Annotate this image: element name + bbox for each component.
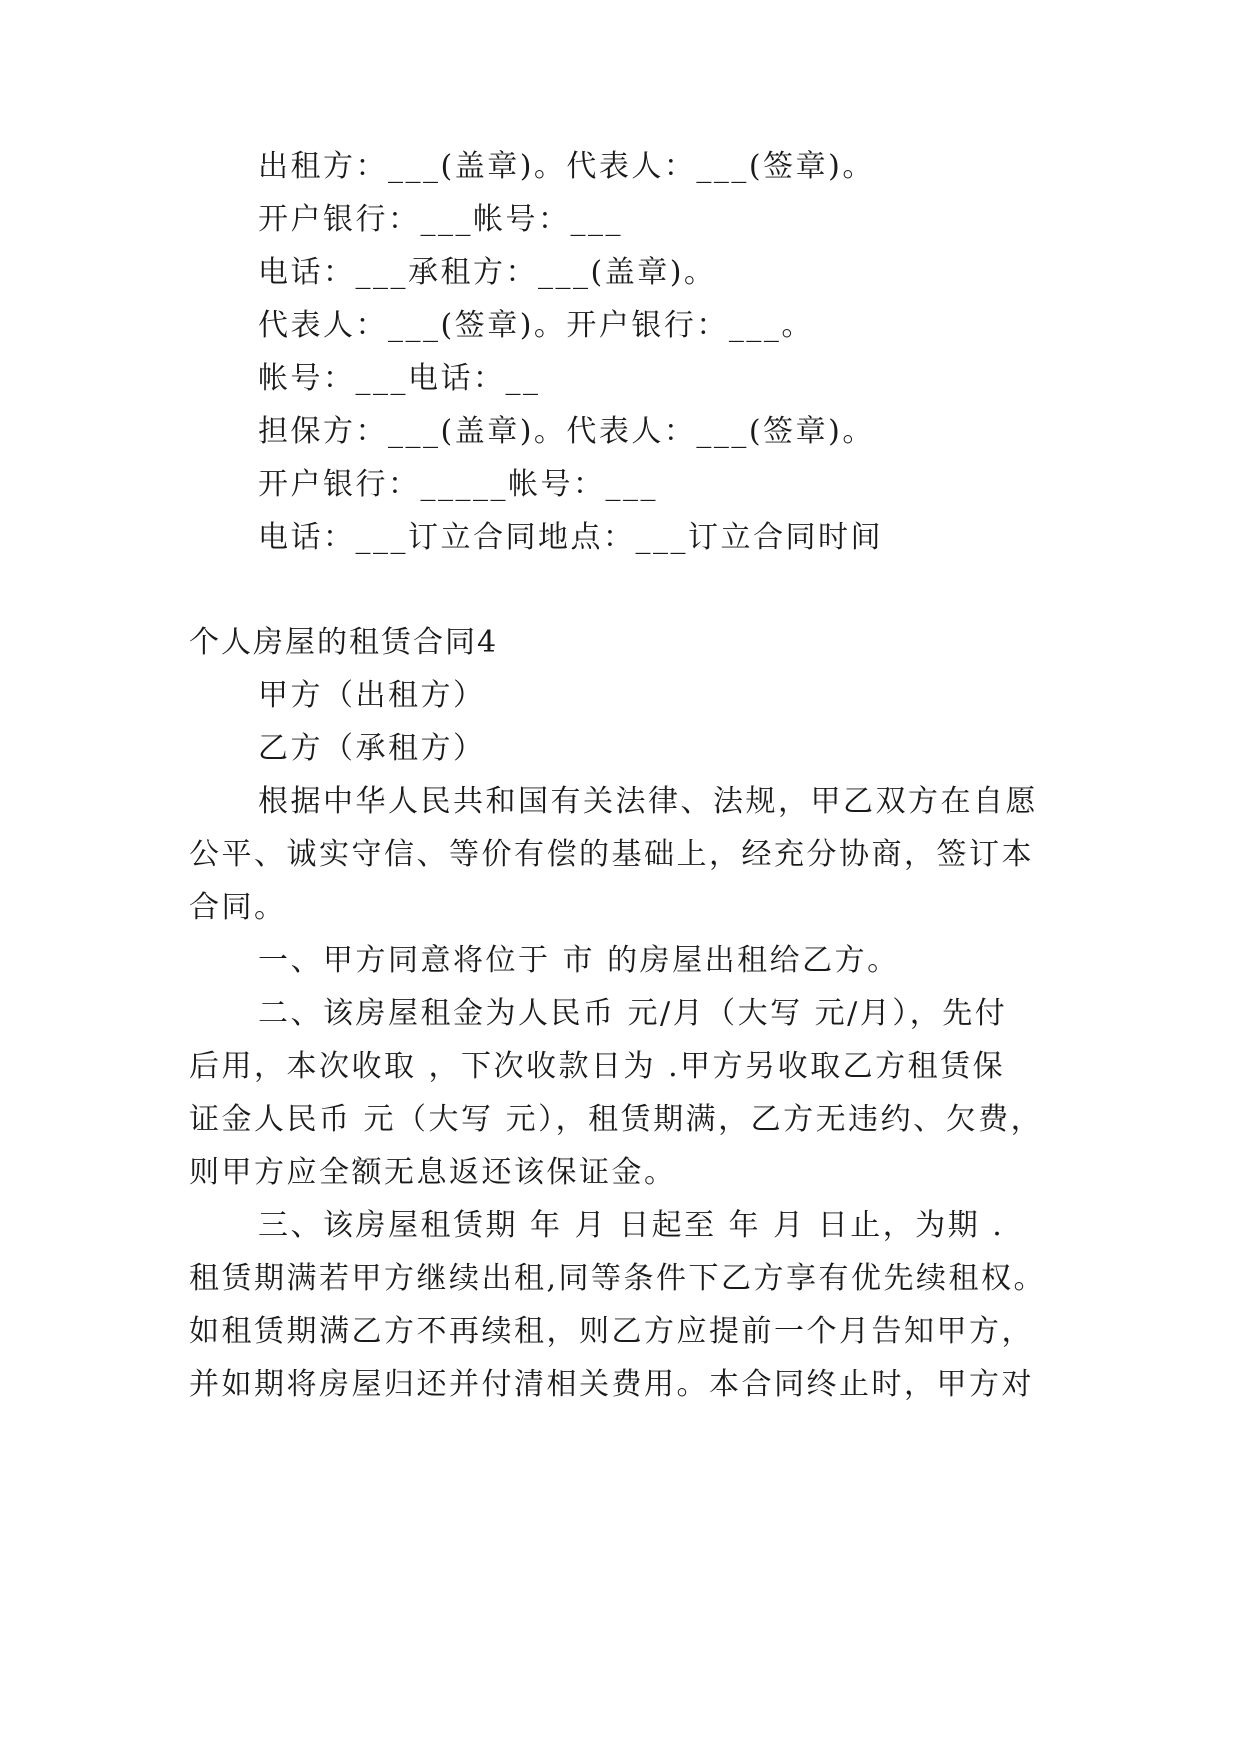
clause-3-line: 并如期将房屋归还并付清相关费用。本合同终止时，甲方对	[189, 1367, 1034, 1402]
clause-2-line: 后用，本次收取 ，下次收款日为 .甲方另收取乙方租赁保	[189, 1049, 1006, 1084]
clause-2-line: 证金人民币 元（大写 元），租赁期满，乙方无违约、欠费，	[189, 1102, 1044, 1137]
clause-1: 一、甲方同意将位于 市 的房屋出租给乙方。	[258, 943, 900, 978]
signature-line-lessee-account: 帐号：___电话：__	[258, 361, 541, 396]
party-a-label: 甲方（出租方）	[258, 678, 486, 713]
signature-line-lessor-bank: 开户银行：___帐号：___	[258, 202, 623, 237]
signature-line-guarantor: 担保方：___(盖章)。代表人：___(签章)。	[258, 414, 875, 449]
clause-3-line: 租赁期满若甲方继续出租,同等条件下乙方享有优先续租权。	[189, 1261, 1047, 1296]
contract-title: 个人房屋的租赁合同4	[189, 625, 499, 660]
intro-line: 根据中华人民共和国有关法律、法规，甲乙双方在自愿	[258, 784, 1038, 819]
clause-2-line: 则甲方应全额无息返还该保证金。	[189, 1155, 677, 1190]
party-b-label: 乙方（承租方）	[258, 731, 486, 766]
signature-line-guarantor-bank: 开户银行：_____帐号：___	[258, 467, 658, 502]
intro-line: 合同。	[189, 890, 287, 925]
intro-line: 公平、诚实守信、等价有偿的基础上，经充分协商，签订本	[189, 837, 1034, 872]
clause-3-line: 如租赁期满乙方不再续租，则乙方应提前一个月告知甲方，	[189, 1314, 1034, 1349]
signature-line-lessor: 出租方：___(盖章)。代表人：___(签章)。	[258, 149, 875, 184]
clause-2-line: 二、该房屋租金为人民币 元/月（大写 元/月），先付	[258, 996, 1008, 1031]
signature-line-lessee-rep: 代表人：___(签章)。开户银行：___。	[258, 308, 814, 343]
clause-3-line: 三、该房屋租赁期 年 月 日起至 年 月 日止，为期 .	[258, 1208, 1005, 1243]
signature-line-contract-place: 电话：___订立合同地点：___订立合同时间	[258, 520, 883, 555]
signature-line-lessee: 电话：___承租方：___(盖章)。	[258, 255, 717, 290]
